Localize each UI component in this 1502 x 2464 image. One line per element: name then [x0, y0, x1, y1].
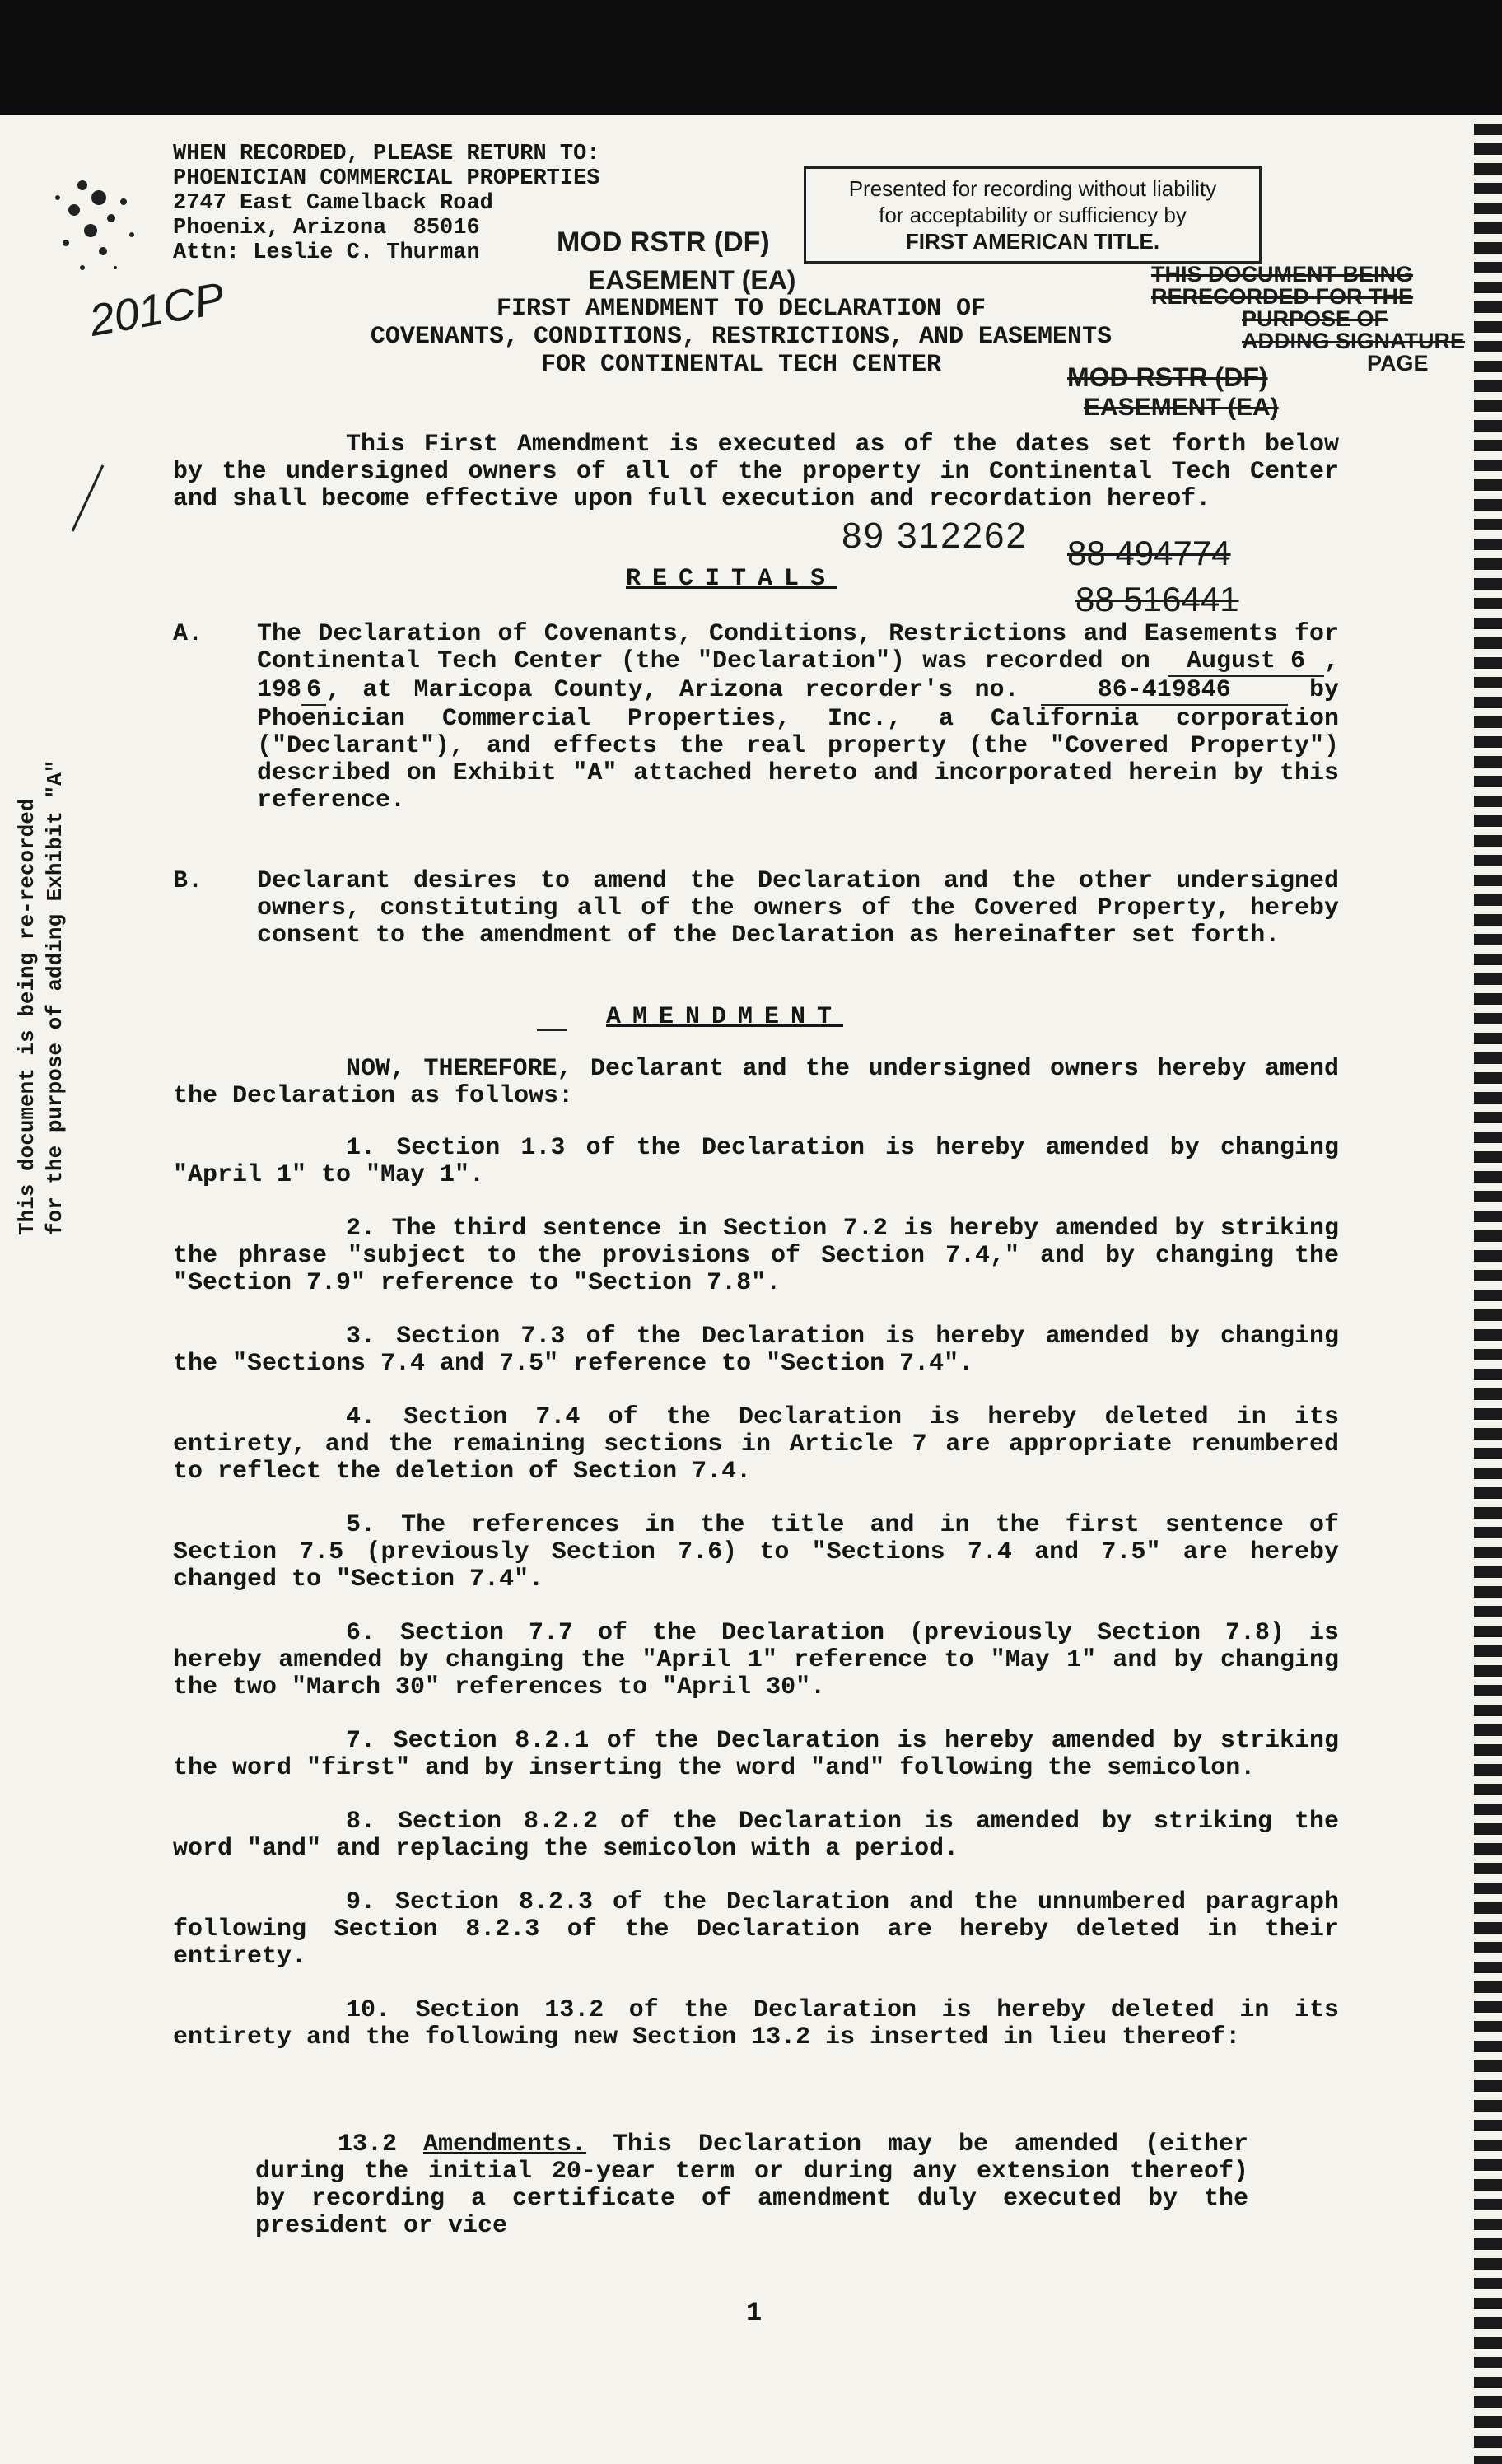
note-line: PURPOSE OF [1242, 306, 1388, 331]
list-item [173, 1620, 1339, 1701]
stamp-line: Presented for recording without liability [848, 176, 1217, 201]
section-text: This Declaration may be amended (either during the initial 20-year term or during any extension thereof) by recording a certificate of amendment duly executed by the president or vice [255, 2130, 1248, 2240]
scan-dark-top [0, 0, 1502, 132]
item-text: Section 8.2.1 of the Declaration is hereby amended by striking the word "first" and by inserting the word "and" following the semicolon. [173, 1727, 1339, 1782]
recital-a-text: , at Maricopa County, Arizona recorder's no. [326, 676, 1019, 704]
note-line: ADDING SIGNATURE [1242, 329, 1466, 353]
item-number: 8. [346, 1808, 376, 1836]
item-number: 5. [346, 1511, 376, 1539]
recorder-number: 86-419846 [1041, 677, 1288, 706]
ink-smudge [33, 152, 156, 292]
pen-slash-mark [66, 461, 107, 539]
section-number: 13.2 [338, 2130, 398, 2158]
item-number: 3. [346, 1323, 376, 1351]
note-line: THIS DOCUMENT BEING [1151, 262, 1414, 287]
recital-a [257, 621, 1339, 814]
item-number: 9. [346, 1888, 376, 1916]
return-line: PHOENICIAN COMMERCIAL PROPERTIES [173, 166, 600, 191]
list-item [173, 1323, 1339, 1378]
amendment-items [173, 1135, 1339, 2078]
title-line-1: FIRST AMENDMENT TO DECLARATION OF [496, 295, 987, 323]
amendment-intro: NOW, THEREFORE, Declarant and the undersigned owners hereby amend the Declaration as follows: [173, 1055, 1339, 1110]
item-number: 1. [346, 1134, 376, 1162]
section-heading: Amendments. [423, 2130, 587, 2158]
return-line: WHEN RECORDED, PLEASE RETURN TO: [173, 142, 600, 166]
stamp-line: for acceptability or sufficiency by [879, 203, 1187, 227]
list-item [173, 1135, 1339, 1189]
recitals-heading: RECITALS [626, 565, 837, 593]
list-item [173, 1997, 1339, 2051]
item-text: Section 7.3 of the Declaration is hereby amended by changing the "Sections 7.4 and 7.5" reference to "Section 7.4". [173, 1323, 1339, 1378]
item-number: 4. [346, 1403, 376, 1431]
recital-a-text: by Phoenician Commercial Properties, Inc., a California corporation ("Declarant"), and effects the real property (the "Covered Property") described on Exhibit "A" attached hereto and incorporated herein by this reference. [257, 676, 1339, 814]
title-line-2: COVENANTS, CONDITIONS, RESTRICTIONS, AND EASEMENTS [370, 323, 1113, 351]
list-item [173, 1404, 1339, 1486]
return-line: Attn: Leslie C. Thurman [173, 240, 480, 265]
item-number: 6. [346, 1619, 376, 1647]
recital-a-label: A. [173, 620, 203, 648]
list-item [173, 1512, 1339, 1594]
return-line: 2747 East Camelback Road [173, 191, 493, 216]
vertical-note-line-2: for the purpose of adding Exhibit "A" [43, 759, 68, 1235]
list-item [173, 1889, 1339, 1971]
item-text: Section 13.2 of the Declaration is hereby deleted in its entirety and the following new Section 13.2 is inserted in lieu thereof: [173, 1996, 1339, 2051]
return-line: Phoenix, Arizona 85016 [173, 216, 480, 240]
list-item [173, 1216, 1339, 1297]
page-number: 1 [746, 2298, 763, 2328]
recording-number: 89 312262 [842, 516, 1028, 556]
note-line: PAGE [1367, 351, 1429, 376]
return-address-block [173, 142, 599, 265]
recital-b-label: B. [173, 867, 203, 895]
item-text: Section 7.4 of the Declaration is hereby deleted in its entirety, and the remaining sections in Article 7 are appropriate renumbered to reflect the deletion of Section 7.4. [173, 1403, 1339, 1486]
item-text: Section 8.2.2 of the Declaration is amended by striking the word "and" and replacing the semicolon with a period. [173, 1808, 1339, 1863]
item-text: The third sentence in Section 7.2 is hereby amended by striking the phrase "subject to the provisions of Section 7.4," and by changing the "Section 7.9" reference to "Section 7.8". [173, 1215, 1339, 1297]
recorded-year-prefix: , 198 [257, 647, 1339, 704]
list-item [173, 1728, 1339, 1782]
section-13-2 [255, 2131, 1248, 2240]
note-line: RERECORDED FOR THE [1151, 284, 1414, 309]
handwritten-easement-2: EASEMENT (EA) [1084, 394, 1279, 421]
item-text: Section 7.7 of the Declaration (previously Section 7.8) is hereby amended by changing the "April 1" reference to "May 1" and by changing the two "March 30" references to "April 30". [173, 1619, 1339, 1701]
handwritten-easement: EASEMENT (EA) [588, 265, 796, 295]
amendment-heading: AMENDMENT [606, 1003, 844, 1031]
recital-b: Declarant desires to amend the Declaration and the other undersigned owners, constituting all of the owners of the Covered Property, hereby consent to the amendment of the Declaration as hereinafter set forth. [257, 867, 1339, 950]
title-line-3: FOR CONTINENTAL TECH CENTER [540, 351, 942, 379]
recorded-year-digit: 6 [301, 677, 326, 706]
recorded-date: August 6 [1168, 648, 1324, 677]
handwritten-mod-rstr: MOD RSTR (DF) [557, 226, 770, 258]
item-number: 2. [346, 1215, 376, 1243]
vertical-note-line-1: This document is being re-recorded [15, 798, 40, 1235]
superseded-number-1: 88 494774 [1067, 534, 1231, 572]
intro-paragraph: This First Amendment is executed as of the dates set forth below by the undersigned owners of all of the property in Continental Tech Center and shall become effective upon full execution and recordation hereof. [173, 431, 1339, 513]
recital-a-text: The Declaration of Covenants, Conditions, Restrictions and Easements for Continental Tech Center (the "Declaration") was recorded on [257, 620, 1339, 675]
title-company-stamp [804, 166, 1262, 264]
item-text: Section 8.2.3 of the Declaration and the unnumbered paragraph following Section 8.2.3 of the Declaration are hereby deleted in their entirety. [173, 1888, 1339, 1971]
item-number: 7. [346, 1727, 376, 1755]
scan-edge-right [1474, 124, 1502, 2464]
item-number: 10. [346, 1996, 391, 2024]
stamp-line: FIRST AMERICAN TITLE. [905, 229, 1160, 254]
handwritten-code: 201CP [86, 273, 229, 346]
amendment-heading-rule [537, 1029, 567, 1031]
superseded-number-2: 88 516441 [1075, 580, 1239, 618]
handwritten-mod-rstr-2: MOD RSTR (DF) [1067, 362, 1268, 392]
item-text: Section 1.3 of the Declaration is hereby amended by changing "April 1" to "May 1". [173, 1134, 1339, 1189]
item-text: The references in the title and in the first sentence of Section 7.5 (previously Section 7.6) to "Sections 7.4 and 7.5" are hereby changed to "Section 7.4". [173, 1511, 1339, 1594]
list-item [173, 1808, 1339, 1863]
document-title [247, 295, 1235, 379]
